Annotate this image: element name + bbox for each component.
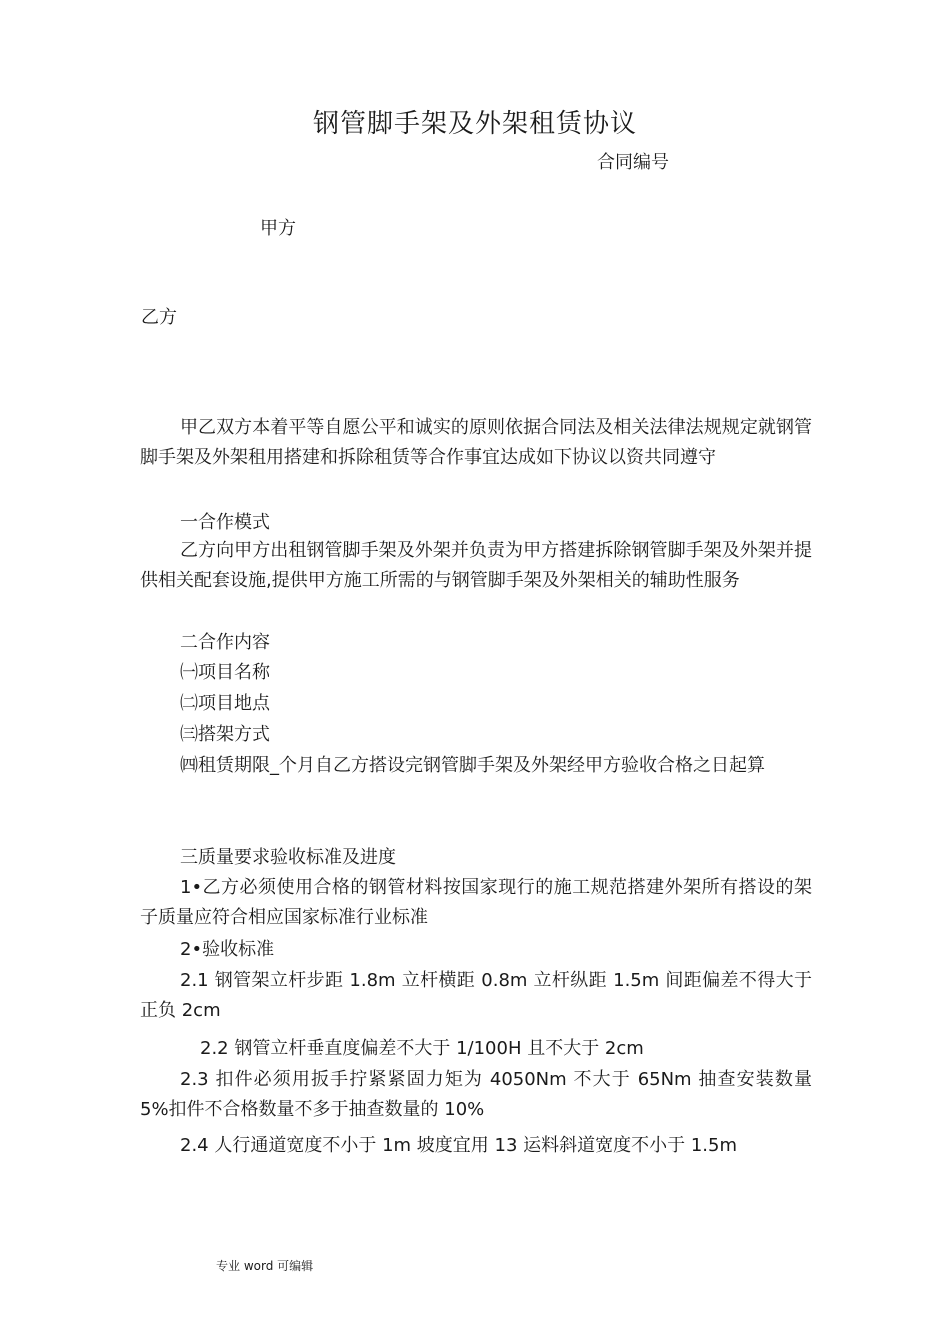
party-a-label: 甲方 — [260, 218, 296, 239]
section2-item: ㈢搭架方式 — [180, 724, 270, 745]
page-title: 钢管脚手架及外架租赁协议 — [312, 109, 637, 139]
section3-paragraph-2-1: 2.1 钢管架立杆步距 1.8m 立杆横距 0.8m 立杆纵距 1.5m 间距偏差不得大于正负 2cm — [140, 970, 812, 1021]
section3-paragraph-2-4: 2.4 人行通道宽度不小于 1m 坡度宜用 13 运料斜道宽度不小于 1.5m — [180, 1135, 738, 1156]
section2-item: ㈣租赁期限_个月自乙方搭设完钢管脚手架及外架经甲方验收合格之日起算 — [180, 755, 765, 776]
section2-heading: 二合作内容 — [180, 632, 270, 653]
section3-heading: 三质量要求验收标准及进度 — [180, 847, 396, 868]
section1-body: 乙方向甲方出租钢管脚手架及外架并负责为甲方搭建拆除钢管脚手架及外架并提供相关配套设施,提供甲方施工所需的与钢管脚手架及外架相关的辅助性服务 — [140, 540, 812, 591]
section3-paragraph-1: 1•乙方必须使用合格的钢管材料按国家现行的施工规范搭建外架所有搭设的架子质量应符合相应国家标准行业标准 — [140, 877, 812, 928]
intro-paragraph: 甲乙双方本着平等自愿公平和诚实的原则依据合同法及相关法律法规规定就钢管脚手架及外架租用搭建和拆除租赁等合作事宜达成如下协议以资共同遵守 — [140, 417, 812, 468]
contract-number-label: 合同编号 — [597, 152, 669, 173]
section2-item: ㈠项目名称 — [180, 662, 270, 683]
party-b-label: 乙方 — [141, 307, 177, 328]
footer-note: 专业 word 可编辑 — [216, 1259, 314, 1273]
section3-paragraph-2: 2•验收标准 — [180, 939, 275, 960]
section1-heading: 一合作模式 — [180, 512, 270, 533]
section3-paragraph-2-3: 2.3 扣件必须用扳手拧紧紧固力矩为 4050Nm 不大于 65Nm 抽查安装数量 5%扣件不合格数量不多于抽查数量的 10% — [140, 1069, 812, 1120]
section3-paragraph-2-2: 2.2 钢管立杆垂直度偏差不大于 1/100H 且不大于 2cm — [200, 1038, 644, 1059]
section2-item: ㈡项目地点 — [180, 693, 270, 714]
